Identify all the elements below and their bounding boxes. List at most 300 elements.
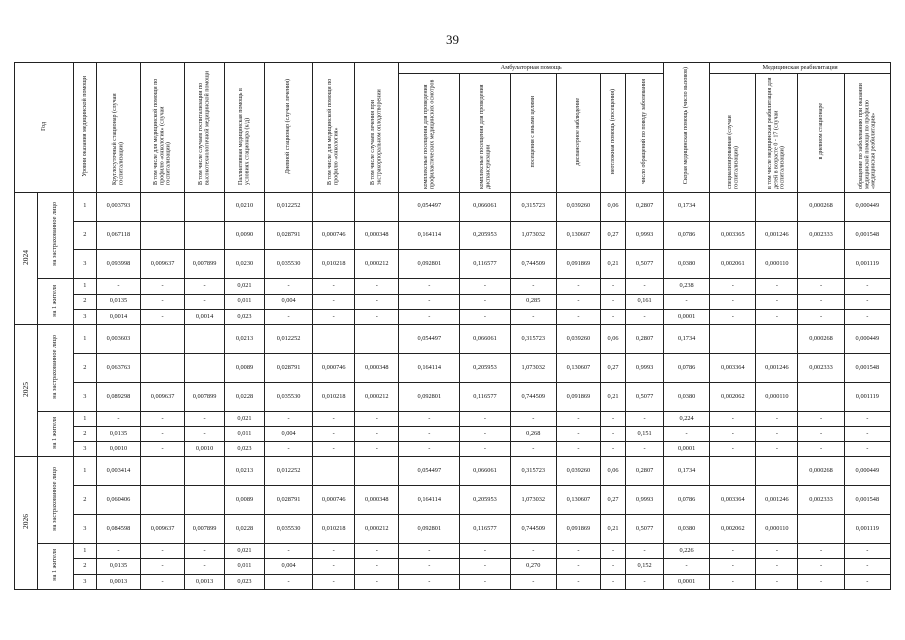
value-cell: -: [710, 427, 756, 442]
value-cell: -: [600, 442, 625, 457]
value-cell: -: [664, 427, 710, 442]
value-cell: 0,000746: [313, 221, 355, 250]
table-row: [15, 574, 891, 589]
value-cell: 0,21: [600, 250, 625, 279]
value-cell: 0,0786: [664, 221, 710, 250]
value-cell: 0,0089: [225, 353, 265, 382]
value-cell: -: [710, 309, 756, 324]
value-cell: -: [460, 442, 510, 457]
value-cell: [185, 325, 225, 354]
value-cell: 0,066061: [460, 325, 510, 354]
value-cell: 0,315723: [510, 457, 556, 486]
value-cell: -: [626, 544, 664, 559]
value-cell: 0,054497: [399, 192, 460, 221]
value-cell: -: [399, 279, 460, 294]
header-pre-1: В том числе для медицинской помощи по профилю «онкология» (случаи госпитализации): [141, 63, 185, 193]
header-pre-3: Паллиативная медицинская помощь в условиях стационара (к/д): [225, 63, 265, 193]
value-cell: -: [798, 442, 844, 457]
value-cell: 0,003793: [96, 192, 140, 221]
value-cell: -: [460, 309, 510, 324]
value-cell: -: [510, 309, 556, 324]
value-cell: -: [399, 442, 460, 457]
value-cell: 0,1734: [664, 457, 710, 486]
level-cell: 1: [73, 192, 96, 221]
value-cell: 0,0213: [225, 325, 265, 354]
header-amb-group: Амбулаторная помощь: [399, 63, 664, 74]
header-pre-2: В том числе случаев госпитализации по высокотехнологичной медицинской помощи: [185, 63, 225, 193]
value-cell: 0,001548: [844, 221, 890, 250]
value-cell: 0,744509: [510, 515, 556, 544]
value-cell: 0,035530: [264, 515, 312, 544]
value-cell: -: [355, 279, 399, 294]
value-cell: 0,205953: [460, 221, 510, 250]
value-cell: -: [264, 574, 312, 589]
value-cell: -: [600, 279, 625, 294]
value-cell: [710, 192, 756, 221]
value-cell: 0,130607: [556, 221, 600, 250]
value-cell: -: [264, 544, 312, 559]
value-cell: -: [756, 559, 798, 574]
level-cell: 2: [73, 221, 96, 250]
value-cell: 0,130607: [556, 486, 600, 515]
table-row: [15, 559, 891, 574]
value-cell: -: [510, 442, 556, 457]
value-cell: -: [756, 427, 798, 442]
value-cell: -: [264, 442, 312, 457]
value-cell: 0,035530: [264, 382, 312, 411]
value-cell: -: [313, 279, 355, 294]
value-cell: -: [798, 427, 844, 442]
year-cell: 2025: [15, 325, 38, 457]
value-cell: -: [355, 442, 399, 457]
value-cell: -: [626, 309, 664, 324]
value-cell: 0,067118: [96, 221, 140, 250]
value-cell: -: [710, 544, 756, 559]
value-cell: -: [96, 544, 140, 559]
value-cell: 0,0380: [664, 515, 710, 544]
value-cell: 0,009637: [141, 250, 185, 279]
value-cell: -: [141, 574, 185, 589]
value-cell: 0,9993: [626, 486, 664, 515]
value-cell: [141, 353, 185, 382]
header-row-1: [15, 63, 891, 74]
value-cell: 0,001119: [844, 250, 890, 279]
value-cell: -: [510, 411, 556, 426]
header-amb-2: посещения с иными целями: [510, 74, 556, 193]
value-cell: -: [141, 411, 185, 426]
value-cell: 0,161: [626, 294, 664, 309]
level-cell: 2: [73, 427, 96, 442]
value-cell: 0,084598: [96, 515, 140, 544]
value-cell: 0,0213: [225, 457, 265, 486]
value-cell: 0,164114: [399, 486, 460, 515]
value-cell: 0,001548: [844, 486, 890, 515]
value-cell: 0,0786: [664, 486, 710, 515]
value-cell: 0,06: [600, 192, 625, 221]
value-cell: 0,092801: [399, 515, 460, 544]
header-pre-0: Круглосуточный стационар (случаи госпитализации): [96, 63, 140, 193]
level-cell: 1: [73, 279, 96, 294]
value-cell: 0,000449: [844, 192, 890, 221]
value-cell: 0,021: [225, 544, 265, 559]
value-cell: 0,164114: [399, 221, 460, 250]
level-cell: 3: [73, 382, 96, 411]
value-cell: -: [399, 411, 460, 426]
value-cell: -: [185, 279, 225, 294]
value-cell: -: [844, 559, 890, 574]
value-cell: 0,054497: [399, 325, 460, 354]
value-cell: 0,000268: [798, 457, 844, 486]
value-cell: -: [460, 427, 510, 442]
value-cell: -: [798, 559, 844, 574]
value-cell: -: [141, 442, 185, 457]
value-cell: 0,224: [664, 411, 710, 426]
value-cell: 0,089298: [96, 382, 140, 411]
value-cell: -: [313, 544, 355, 559]
value-cell: -: [185, 559, 225, 574]
value-cell: -: [798, 544, 844, 559]
value-cell: 0,116577: [460, 515, 510, 544]
value-cell: -: [600, 544, 625, 559]
value-cell: -: [141, 294, 185, 309]
value-cell: 0,092801: [399, 250, 460, 279]
header-amb-3: диспансерное наблюдение: [556, 74, 600, 193]
value-cell: 0,0135: [96, 559, 140, 574]
level-cell: 3: [73, 574, 96, 589]
value-cell: 0,066061: [460, 192, 510, 221]
value-cell: -: [399, 309, 460, 324]
value-cell: -: [313, 574, 355, 589]
value-cell: 0,000212: [355, 382, 399, 411]
value-cell: 0,27: [600, 221, 625, 250]
value-cell: -: [600, 309, 625, 324]
value-cell: -: [556, 279, 600, 294]
value-cell: 0,205953: [460, 486, 510, 515]
value-cell: 0,270: [510, 559, 556, 574]
value-cell: 0,007899: [185, 382, 225, 411]
value-cell: -: [664, 294, 710, 309]
value-cell: 1,073032: [510, 486, 556, 515]
value-cell: 0,000212: [355, 515, 399, 544]
value-cell: -: [844, 427, 890, 442]
header-rehab-group: Медицинская реабилитация: [710, 63, 891, 74]
value-cell: 0,001119: [844, 515, 890, 544]
value-cell: -: [355, 574, 399, 589]
header-rehab-1: в том числе медицинская реабилитация для детей в возрасте 0 - 17 (случаи госпитализации): [756, 74, 798, 193]
value-cell: -: [510, 574, 556, 589]
level-cell: 2: [73, 353, 96, 382]
value-cell: -: [355, 309, 399, 324]
value-cell: 0,003364: [710, 486, 756, 515]
header-rehab-0: специализированная (случаи госпитализации): [710, 74, 756, 193]
value-cell: 0,0013: [96, 574, 140, 589]
header-level: Уровни оказания медицинской помощи: [73, 63, 96, 193]
value-cell: -: [355, 544, 399, 559]
value-cell: -: [510, 279, 556, 294]
value-cell: -: [313, 294, 355, 309]
value-cell: [185, 353, 225, 382]
value-cell: -: [600, 411, 625, 426]
value-cell: -: [756, 544, 798, 559]
value-cell: 0,066061: [460, 457, 510, 486]
value-cell: -: [798, 279, 844, 294]
value-cell: 0,003365: [710, 221, 756, 250]
value-cell: -: [600, 427, 625, 442]
value-cell: -: [460, 411, 510, 426]
value-cell: 0,27: [600, 486, 625, 515]
value-cell: -: [141, 309, 185, 324]
value-cell: 0,152: [626, 559, 664, 574]
value-cell: -: [844, 544, 890, 559]
value-cell: [355, 457, 399, 486]
table-row: [15, 325, 891, 354]
level-cell: 3: [73, 442, 96, 457]
table-row: [15, 382, 891, 411]
value-cell: -: [460, 574, 510, 589]
value-cell: 0,023: [225, 574, 265, 589]
value-cell: -: [355, 427, 399, 442]
value-cell: [141, 221, 185, 250]
level-cell: 3: [73, 250, 96, 279]
value-cell: [756, 457, 798, 486]
value-cell: 0,238: [664, 279, 710, 294]
value-cell: 0,001246: [756, 486, 798, 515]
value-cell: -: [556, 574, 600, 589]
value-cell: 0,004: [264, 294, 312, 309]
table-row: [15, 411, 891, 426]
value-cell: -: [626, 442, 664, 457]
value-cell: -: [756, 279, 798, 294]
value-cell: -: [399, 559, 460, 574]
value-cell: 0,0380: [664, 382, 710, 411]
value-cell: -: [141, 544, 185, 559]
value-cell: 0,06: [600, 325, 625, 354]
value-cell: 0,0001: [664, 574, 710, 589]
value-cell: -: [313, 309, 355, 324]
value-cell: 0,000110: [756, 382, 798, 411]
value-cell: [798, 250, 844, 279]
value-cell: 0,000348: [355, 353, 399, 382]
table-row: [15, 457, 891, 486]
value-cell: 0,0210: [225, 192, 265, 221]
value-cell: -: [556, 294, 600, 309]
header-amb-1: комплексные посещения для проведения диспансеризации: [460, 74, 510, 193]
value-cell: 0,004: [264, 427, 312, 442]
value-cell: 0,001119: [844, 382, 890, 411]
value-cell: 0,285: [510, 294, 556, 309]
value-cell: -: [798, 574, 844, 589]
value-cell: 0,092801: [399, 382, 460, 411]
value-cell: 0,116577: [460, 250, 510, 279]
value-cell: 0,000268: [798, 192, 844, 221]
value-cell: 0,151: [626, 427, 664, 442]
value-cell: [141, 486, 185, 515]
value-cell: 0,744509: [510, 382, 556, 411]
value-cell: 0,0013: [185, 574, 225, 589]
value-cell: 0,0089: [225, 486, 265, 515]
value-cell: -: [510, 544, 556, 559]
value-cell: [185, 221, 225, 250]
value-cell: 0,000348: [355, 486, 399, 515]
value-cell: [756, 192, 798, 221]
level-cell: 1: [73, 411, 96, 426]
value-cell: -: [626, 279, 664, 294]
value-cell: -: [798, 411, 844, 426]
value-cell: 0,0380: [664, 250, 710, 279]
value-cell: 0,0090: [225, 221, 265, 250]
value-cell: -: [355, 294, 399, 309]
value-cell: 0,0001: [664, 309, 710, 324]
value-cell: 0,011: [225, 294, 265, 309]
basis-cell: на 1 жителя: [38, 411, 74, 457]
level-cell: 1: [73, 325, 96, 354]
value-cell: 0,028791: [264, 353, 312, 382]
value-cell: [756, 325, 798, 354]
value-cell: -: [264, 309, 312, 324]
value-cell: -: [664, 559, 710, 574]
level-cell: 1: [73, 544, 96, 559]
value-cell: 0,093998: [96, 250, 140, 279]
value-cell: 0,164114: [399, 353, 460, 382]
value-cell: -: [756, 294, 798, 309]
header-pre-4: Дневной стационар (случаи лечения): [264, 63, 312, 193]
value-cell: 0,003603: [96, 325, 140, 354]
value-cell: -: [556, 442, 600, 457]
value-cell: -: [185, 411, 225, 426]
value-cell: 0,0010: [185, 442, 225, 457]
value-cell: 0,060406: [96, 486, 140, 515]
value-cell: -: [399, 427, 460, 442]
value-cell: 0,315723: [510, 325, 556, 354]
value-cell: 0,000746: [313, 486, 355, 515]
value-cell: 0,091869: [556, 515, 600, 544]
value-cell: 0,004: [264, 559, 312, 574]
value-cell: [141, 457, 185, 486]
value-cell: [141, 192, 185, 221]
value-cell: -: [844, 411, 890, 426]
value-cell: 0,2807: [626, 325, 664, 354]
value-cell: 0,012252: [264, 457, 312, 486]
value-cell: 0,021: [225, 279, 265, 294]
value-cell: 0,002062: [710, 515, 756, 544]
value-cell: 0,091869: [556, 250, 600, 279]
value-cell: -: [756, 309, 798, 324]
value-cell: -: [626, 411, 664, 426]
value-cell: -: [313, 442, 355, 457]
value-cell: 0,0230: [225, 250, 265, 279]
value-cell: 0,063763: [96, 353, 140, 382]
value-cell: [798, 515, 844, 544]
value-cell: 0,2807: [626, 192, 664, 221]
value-cell: 0,028791: [264, 486, 312, 515]
value-cell: [798, 382, 844, 411]
value-cell: -: [96, 411, 140, 426]
value-cell: -: [96, 279, 140, 294]
value-cell: -: [844, 294, 890, 309]
value-cell: 0,000212: [355, 250, 399, 279]
value-cell: -: [844, 442, 890, 457]
value-cell: -: [141, 559, 185, 574]
value-cell: 0,205953: [460, 353, 510, 382]
table-row: [15, 221, 891, 250]
value-cell: 0,002333: [798, 486, 844, 515]
value-cell: -: [313, 427, 355, 442]
page-number: 39: [446, 32, 459, 47]
value-cell: 0,0135: [96, 294, 140, 309]
value-cell: 1,073032: [510, 221, 556, 250]
value-cell: -: [844, 279, 890, 294]
value-cell: 0,010218: [313, 515, 355, 544]
level-cell: 2: [73, 559, 96, 574]
value-cell: 0,039260: [556, 457, 600, 486]
value-cell: 0,000110: [756, 250, 798, 279]
value-cell: -: [626, 574, 664, 589]
value-cell: -: [556, 544, 600, 559]
value-cell: -: [141, 427, 185, 442]
value-cell: -: [756, 574, 798, 589]
value-cell: [313, 192, 355, 221]
value-cell: -: [185, 427, 225, 442]
basis-cell: на застрахованное лицо: [38, 325, 74, 412]
value-cell: 0,023: [225, 442, 265, 457]
value-cell: -: [844, 309, 890, 324]
value-cell: 0,012252: [264, 325, 312, 354]
value-cell: [710, 325, 756, 354]
basis-cell: на 1 жителя: [38, 544, 74, 590]
value-cell: 0,0135: [96, 427, 140, 442]
value-cell: 0,226: [664, 544, 710, 559]
value-cell: 0,0786: [664, 353, 710, 382]
value-cell: -: [600, 574, 625, 589]
value-cell: 0,000110: [756, 515, 798, 544]
value-cell: -: [710, 574, 756, 589]
value-cell: [185, 457, 225, 486]
value-cell: -: [399, 574, 460, 589]
value-cell: -: [355, 411, 399, 426]
basis-cell: на 1 жителя: [38, 279, 74, 325]
value-cell: -: [264, 279, 312, 294]
value-cell: 0,2807: [626, 457, 664, 486]
value-cell: 0,5077: [626, 250, 664, 279]
value-cell: 0,000449: [844, 325, 890, 354]
level-cell: 3: [73, 309, 96, 324]
table-row: [15, 427, 891, 442]
level-cell: 1: [73, 457, 96, 486]
table-row: [15, 250, 891, 279]
level-cell: 2: [73, 294, 96, 309]
value-cell: 0,0228: [225, 382, 265, 411]
header-pre-6: В том числе случаев лечения при экстракорпоральном оплодотворении: [355, 63, 399, 193]
value-cell: 0,21: [600, 515, 625, 544]
value-cell: -: [710, 294, 756, 309]
value-cell: -: [798, 309, 844, 324]
value-cell: [313, 325, 355, 354]
value-cell: 0,5077: [626, 382, 664, 411]
value-cell: 0,000449: [844, 457, 890, 486]
table-row: [15, 279, 891, 294]
value-cell: 0,000348: [355, 221, 399, 250]
value-cell: [355, 192, 399, 221]
value-cell: 0,007899: [185, 515, 225, 544]
value-cell: 0,1734: [664, 325, 710, 354]
value-cell: 0,0001: [664, 442, 710, 457]
value-cell: -: [556, 309, 600, 324]
basis-cell: на застрахованное лицо: [38, 457, 74, 544]
value-cell: -: [756, 411, 798, 426]
value-cell: 0,021: [225, 411, 265, 426]
value-cell: -: [756, 442, 798, 457]
value-cell: 0,001246: [756, 221, 798, 250]
